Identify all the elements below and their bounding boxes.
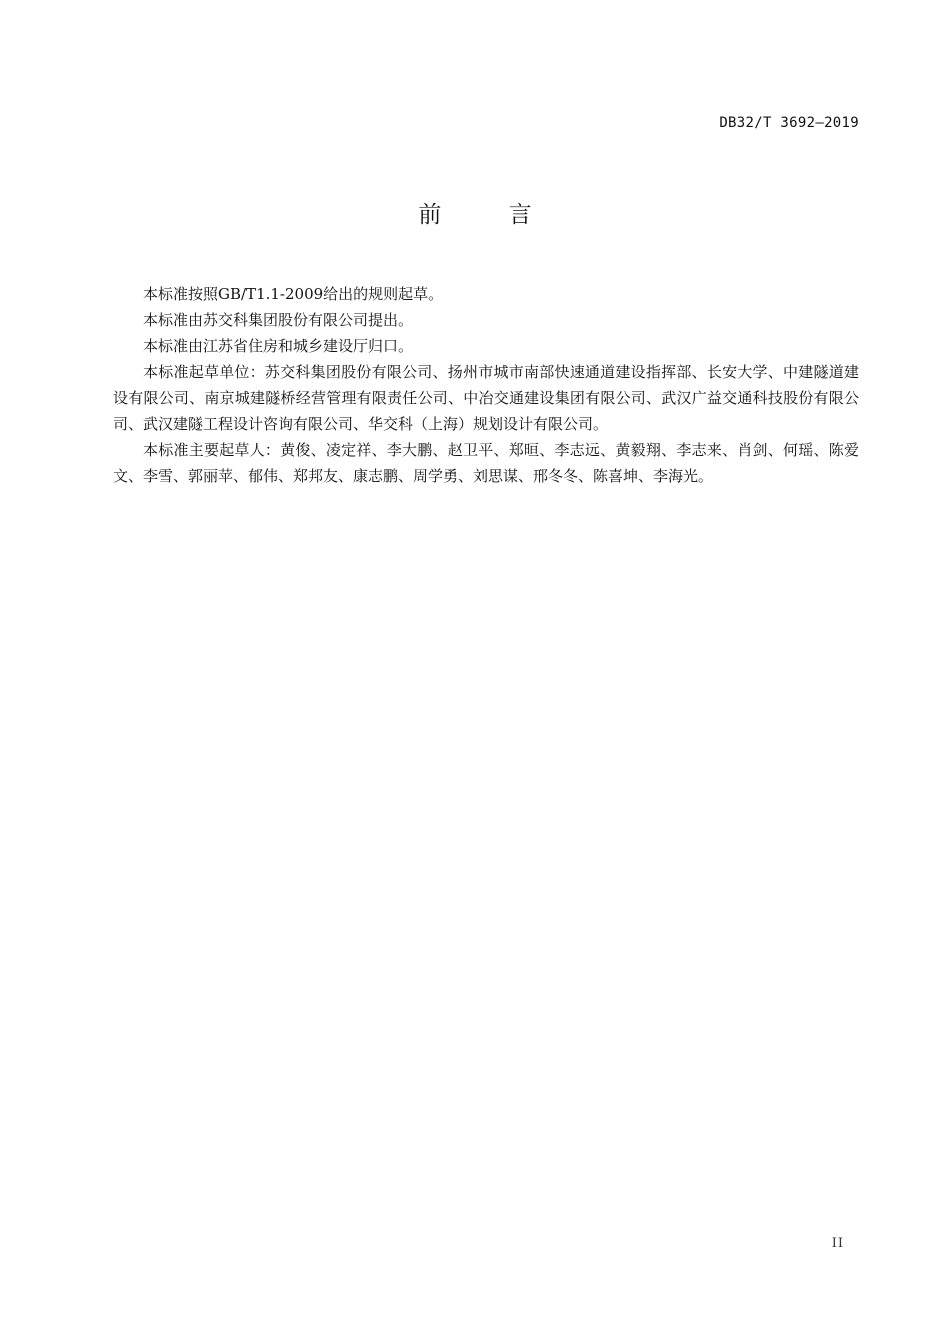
page-title: 前 言 — [418, 202, 562, 228]
paragraph-drafting-rules: 本标准按照GB/T1.1-2009给出的规则起草。 — [143, 285, 444, 303]
foreword-body — [113, 281, 859, 489]
paragraph-drafting-units: 本标准起草单位：苏交科集团股份有限公司、扬州市城市南部快速通道建设指挥部、长安大学、中建隧道建设有限公司、南京城建隧桥经营管理有限责任公司、中冶交通建设集团有限公司、武汉广益交通科技股份有限公司、武汉建隧工程设计咨询有限公司、华交科（上海）规划设计有限公司。 — [113, 363, 859, 433]
paragraph-proposer: 本标准由苏交科集团股份有限公司提出。 — [143, 311, 414, 329]
paragraph-administrator: 本标准由江苏省住房和城乡建设厅归口。 — [143, 337, 414, 355]
paragraph-drafters: 本标准主要起草人：黄俊、凌定祥、李大鹏、赵卫平、郑晅、李志远、黄毅翔、李志来、肖剑、何瑶、陈爱文、李雪、郭丽苹、郁伟、郑邦友、康志鹏、周学勇、刘思谋、邢冬冬、陈喜坤、李海光。 — [113, 441, 859, 485]
page-number: II — [831, 1236, 844, 1251]
document-code: DB32/T 3692—2019 — [719, 115, 859, 131]
